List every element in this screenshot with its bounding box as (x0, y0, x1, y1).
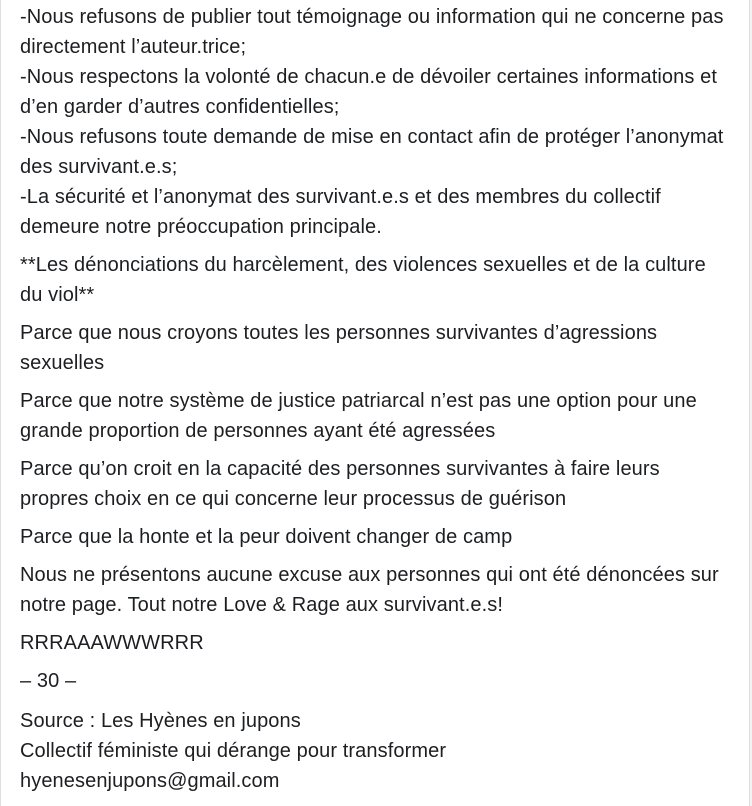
reason-paragraph-4: Parce que la honte et la peur doivent changer de camp (20, 526, 513, 548)
source-paragraph: Source : Les Hyènes en jupons Collectif féministe qui dérange pour transformer hyenesenjupons@gmail.com (20, 710, 447, 792)
rules-paragraph: -Nous refusons de publier tout témoignage ou information qui ne concerne pas directement l’auteur.trice; -Nous respectons la volonté de chacun.e de dévoiler certaines informations et d’en garder d’autres confidentielles; -Nous refusons toute demande de mise en contact afin de protéger l’anonymat des survivant.e.s; -La sécurité et l’anonymat des survivant.e.s et des membres du collectif demeure notre préoccupation principale. (20, 6, 724, 238)
end-marker: – 30 – (20, 670, 77, 692)
reason-paragraph-2: Parce que notre système de justice patriarcal n’est pas une option pour une grande proportion de personnes ayant été agressées (20, 390, 697, 442)
reason-paragraph-1: Parce que nous croyons toutes les personnes survivantes d’agressions sexuelles (20, 322, 658, 374)
denunciations-heading: **Les dénonciations du harcèlement, des violences sexuelles et de la culture du viol** (20, 254, 706, 306)
no-excuse-paragraph: Nous ne présentons aucune excuse aux personnes qui ont été dénoncées sur notre page. Tout notre Love & Rage aux survivant.e.s! (20, 564, 719, 616)
roar-paragraph: RRRAAAWWWRRR (20, 632, 204, 654)
post-text (1, 0, 749, 796)
reason-paragraph-3: Parce qu’on croit en la capacité des personnes survivantes à faire leurs propres choix en ce qui concerne leur processus de guérison (20, 458, 660, 510)
